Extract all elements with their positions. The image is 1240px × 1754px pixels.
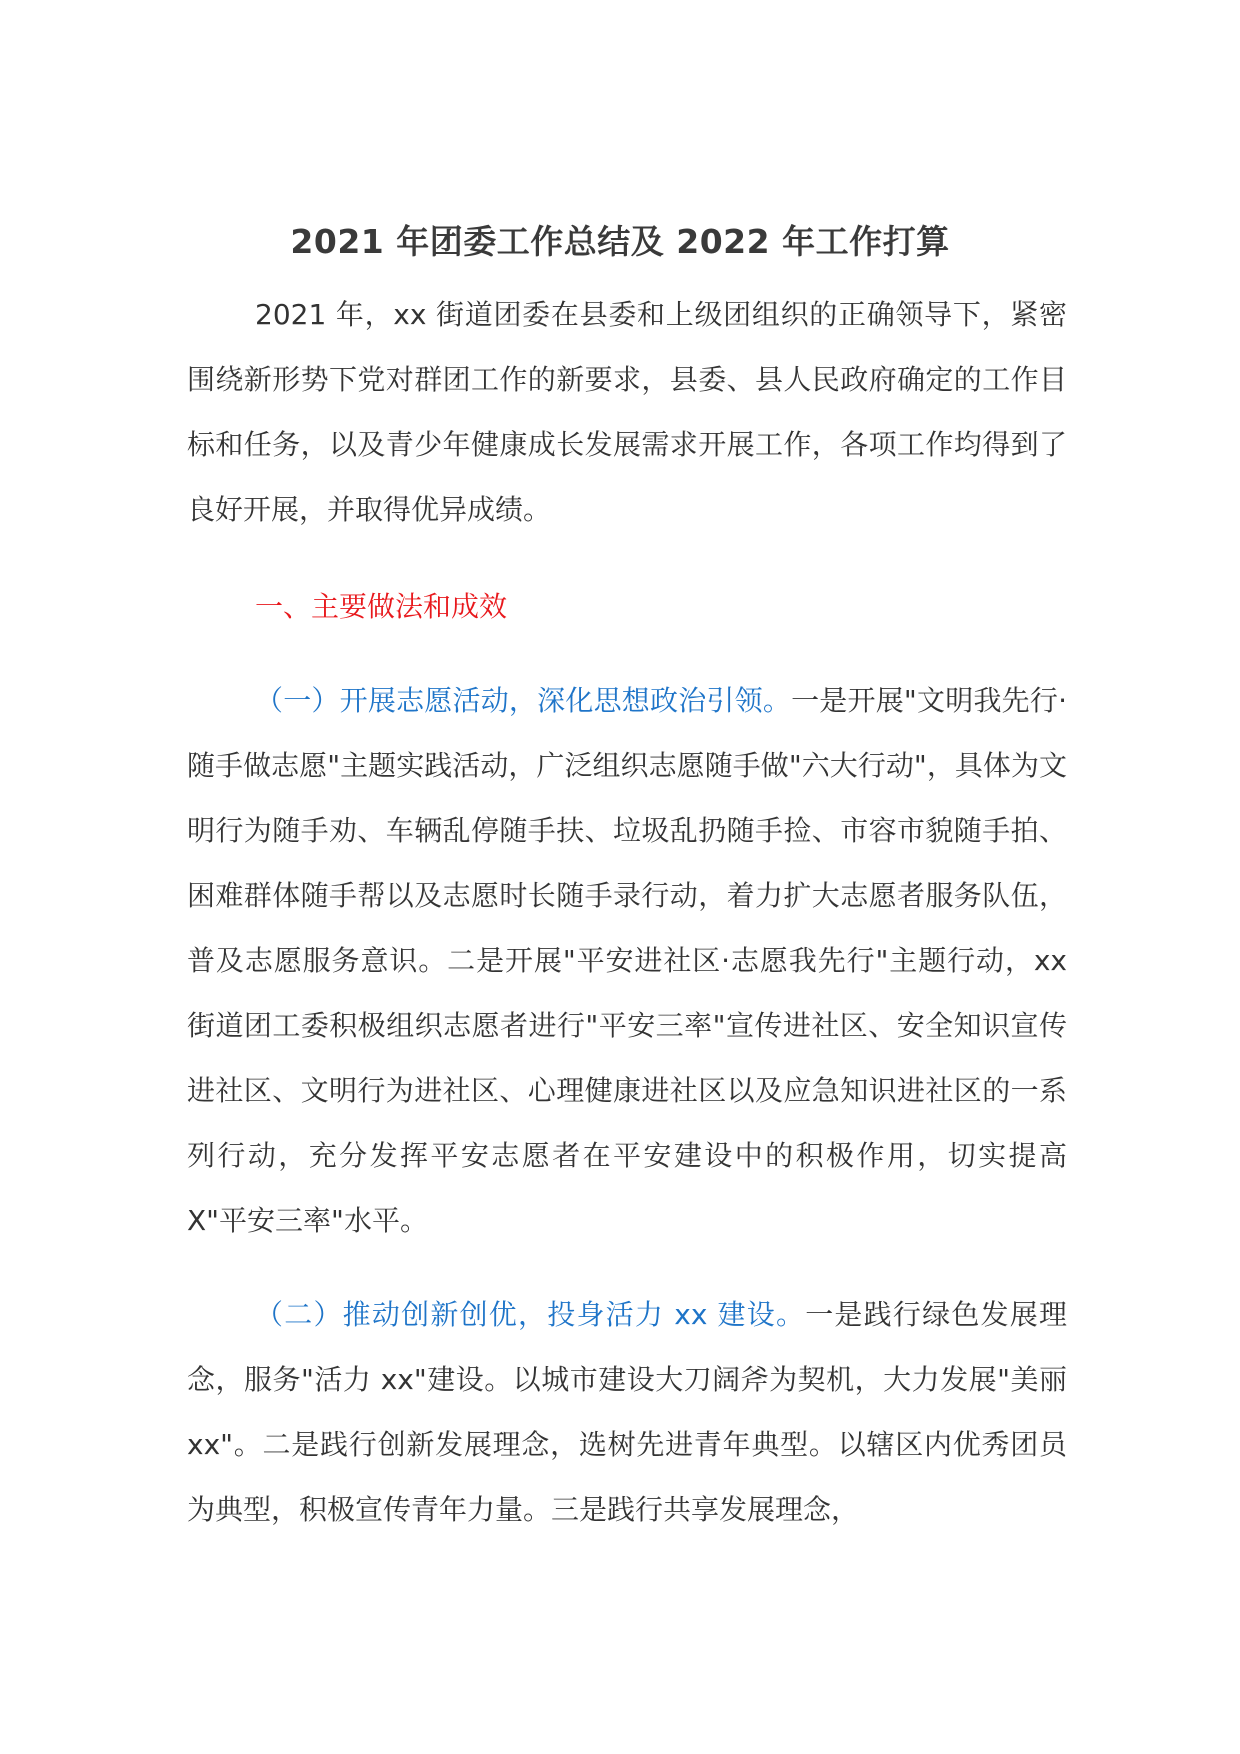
section-heading-main-practices: 一、主要做法和成效 bbox=[255, 590, 508, 623]
document-title: 2021 年团委工作总结及 2022 年工作打算 bbox=[290, 222, 950, 262]
paragraph-item-one bbox=[187, 668, 1067, 1253]
sub-heading-innovation: （二）推动创新创优，投身活力 xx 建设。 bbox=[255, 1298, 806, 1331]
paragraph-item-two bbox=[187, 1282, 1067, 1542]
paragraph-item-one-body: 一是开展"文明我先行·随手做志愿"主题实践活动，广泛组织志愿随手做"六大行动"，具体为文明行为随手劝、车辆乱停随手扶、垃圾乱扔随手捡、市容市貌随手拍、困难群体随手帮以及志愿时长随手录行动，着力扩大志愿者服务队伍，普及志愿服务意识。二是开展"平安进社区·志愿我先行"主题行动，xx 街道团工委积极组织志愿者进行"平安三率"宣传进社区、安全知识宣传进社区、文明行为进社区、心理健康进社区以及应急知识进社区的一系列行动，充分发挥平安志愿者在平安建设中的积极作用，切实提高 X"平安三率"水平。 bbox=[187, 684, 1067, 1237]
sub-heading-volunteer-activities: （一）开展志愿活动，深化思想政治引领。 bbox=[255, 684, 792, 717]
paragraph-item-two-body: 一是践行绿色发展理念，服务"活力 xx"建设。以城市建设大刀阔斧为契机，大力发展"美丽 xx"。二是践行创新发展理念，选树先进青年典型。以辖区内优秀团员为典型，积极宣传青年力量。三是践行共享发展理念， bbox=[187, 1298, 1067, 1526]
intro-paragraph: 2021 年，xx 街道团委在县委和上级团组织的正确领导下，紧密围绕新形势下党对群团工作的新要求，县委、县人民政府确定的工作目标和任务，以及青少年健康成长发展需求开展工作，各项工作均得到了良好开展，并取得优异成绩。 bbox=[187, 298, 1067, 526]
